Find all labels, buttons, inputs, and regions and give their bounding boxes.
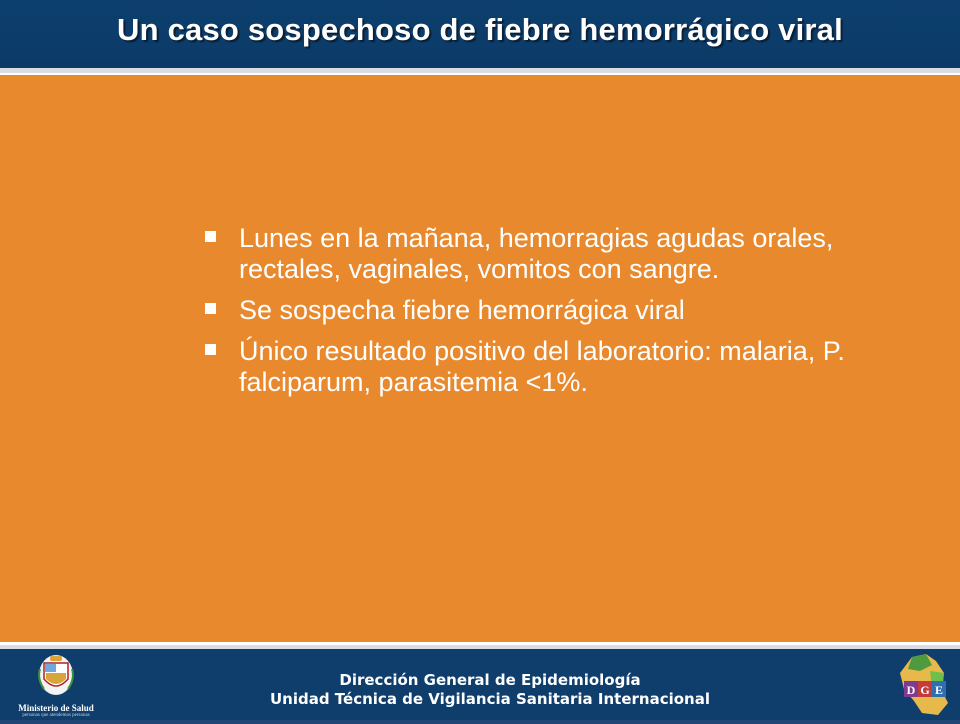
square-bullet-icon [205, 231, 216, 242]
svg-text:G: G [920, 683, 930, 697]
bullet-item [205, 223, 845, 285]
slide-content [0, 75, 960, 642]
bullet-text: Se sospecha fiebre hemorrágica viral [239, 295, 685, 325]
square-bullet-icon [205, 303, 216, 314]
footer-institution-line: Dirección General de Epidemiología [339, 671, 641, 689]
bullet-item [205, 295, 845, 326]
svg-text:E: E [934, 683, 944, 697]
svg-text:D: D [906, 683, 916, 697]
slide-footer [0, 649, 960, 720]
peru-map-icon [892, 651, 954, 719]
dge-logo [892, 651, 954, 719]
bullet-text: Lunes en la mañana, hemorragias agudas orales, rectales, vaginales, vomitos con sangre. [239, 223, 834, 284]
bullet-text: Único resultado positivo del laboratorio: malaria, P. falciparum, parasitemia <1%. [239, 336, 845, 397]
square-bullet-icon [205, 344, 216, 355]
footer-unit-line: Unidad Técnica de Vigilancia Sanitaria Internacional [269, 690, 710, 708]
bullet-item [205, 336, 845, 398]
bullet-list [205, 223, 845, 408]
ministry-name-label: Ministerio de Salud [18, 703, 94, 713]
slide-header [0, 0, 960, 68]
slide-title: Un caso sospechoso de fiebre hemorrágico viral [117, 12, 843, 47]
ministry-tagline-label: personas que atendemos personas [22, 713, 90, 718]
